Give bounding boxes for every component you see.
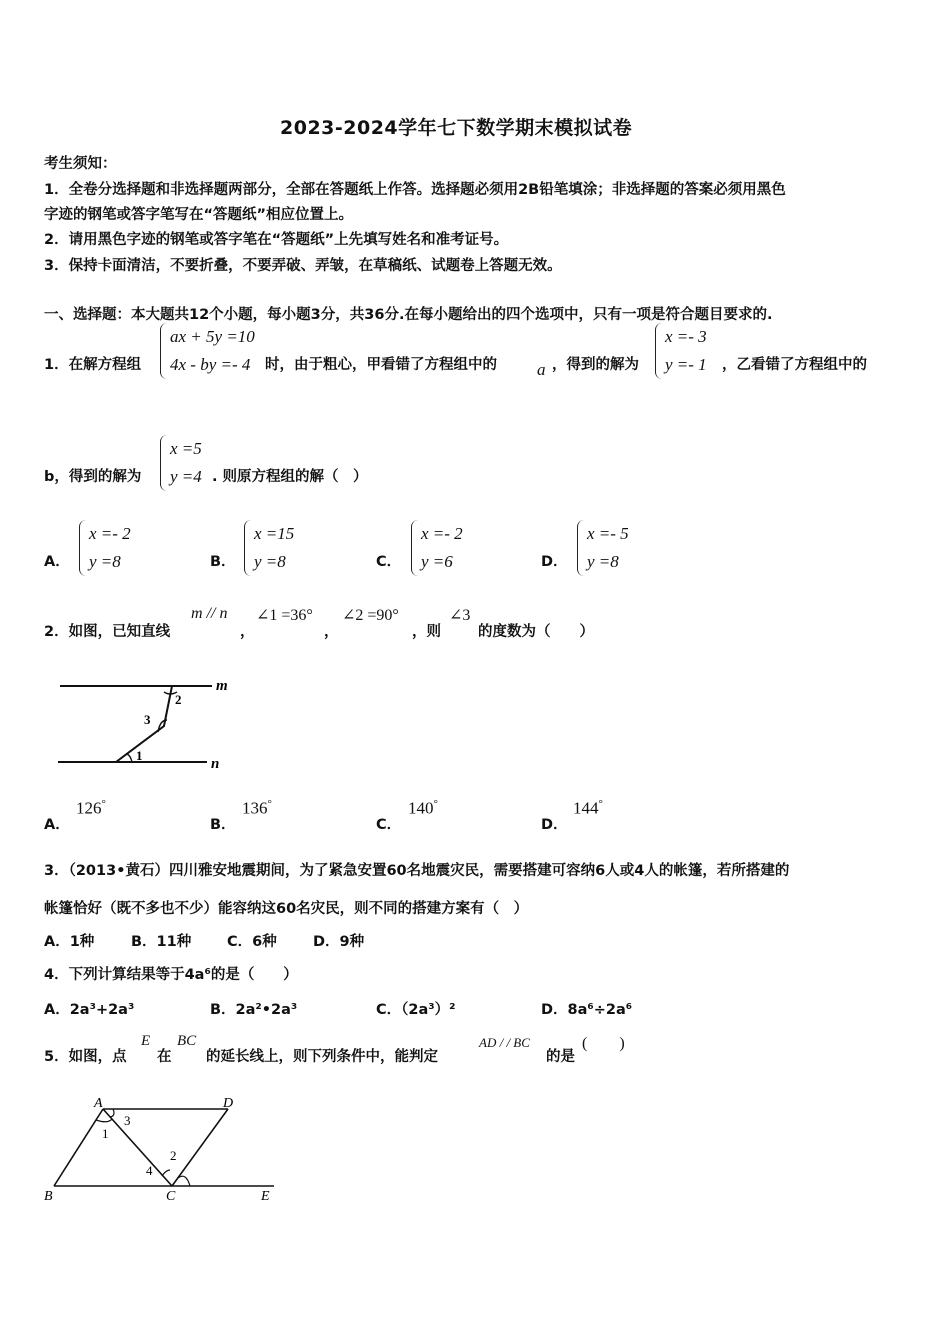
q1-option-c-row-1: x =- 2 xyxy=(421,524,463,543)
label-angle-1: 1 xyxy=(136,748,143,763)
q1-option-d-row-2: y =8 xyxy=(587,552,619,571)
q4-option-c[interactable]: C．（2a³）² xyxy=(376,1002,456,1018)
q2-option-b-value[interactable] xyxy=(242,798,272,819)
q2-option-b-number: 136 xyxy=(242,798,268,818)
q1-prefix: 1．在解方程组 xyxy=(44,357,142,373)
q3-option-d[interactable]: D．9种 xyxy=(313,934,365,950)
q2-angle-2: ∠2 =90° xyxy=(342,607,399,624)
q1-option-b[interactable] xyxy=(244,520,294,576)
q2-option-c-label[interactable]: C． xyxy=(376,817,402,833)
q1-option-a-label[interactable]: A． xyxy=(44,554,70,570)
q2-parallel-lines-figure xyxy=(50,672,250,777)
q1-option-d[interactable] xyxy=(577,520,629,576)
label-d: D xyxy=(223,1096,234,1111)
q1-solution-2 xyxy=(160,435,202,491)
label-angle-3: 3 xyxy=(144,712,151,727)
q1-solution-1-row-2: y =- 1 xyxy=(665,355,707,374)
q5-zai: 在 xyxy=(157,1049,172,1065)
angle-4-arc xyxy=(162,1170,170,1176)
q2-option-c-number: 140 xyxy=(408,798,434,818)
q1-solution-2-row-1: x =5 xyxy=(170,439,202,458)
label-b: B xyxy=(44,1189,53,1204)
segment-ab xyxy=(54,1109,103,1186)
degree-sign: ° xyxy=(101,798,106,810)
label-angle-3: 3 xyxy=(124,1113,131,1128)
q2-option-a-number: 126 xyxy=(76,798,102,818)
q2-angle-3: ∠3 xyxy=(449,607,471,624)
label-angle-1: 1 xyxy=(102,1126,109,1141)
notice-line-1b: 字迹的钢笔或答字笔写在“答题纸”相应位置上。 xyxy=(44,207,354,223)
q4-option-b[interactable]: B．2a²•2a³ xyxy=(210,1002,298,1018)
q3-option-a[interactable]: A．1种 xyxy=(44,934,95,950)
q1-equation-system xyxy=(160,323,255,379)
q2-comma-1: ， xyxy=(240,624,255,640)
q1-var-a: a xyxy=(537,360,546,379)
q2-option-d-label[interactable]: D． xyxy=(541,817,568,833)
q5-mid: 的延长线上，则下列条件中，能判定 xyxy=(206,1049,438,1065)
q2-suffix: 的度数为（ ） xyxy=(478,624,594,640)
q5-suffix: 的是 xyxy=(546,1049,575,1065)
q4-option-a[interactable]: A．2a³+2a³ xyxy=(44,1002,135,1018)
q1-option-a-row-2: y =8 xyxy=(89,552,121,571)
degree-sign: ° xyxy=(267,798,272,810)
label-c: C xyxy=(166,1189,176,1204)
label-m: m xyxy=(216,678,228,694)
q1-option-c-label[interactable]: C． xyxy=(376,554,402,570)
q1-system-row-1: ax + 5y =10 xyxy=(170,327,255,346)
q2-option-b-label[interactable]: B． xyxy=(210,817,236,833)
q2-comma-3: ，则 xyxy=(412,624,441,640)
q5-prefix: 5．如图，点 xyxy=(44,1049,127,1065)
q5-segment-bc: BC xyxy=(177,1033,197,1049)
q2-option-d-value[interactable] xyxy=(573,798,603,819)
degree-sign: ° xyxy=(598,798,603,810)
q5-answer-paren: ( ) xyxy=(582,1035,625,1052)
q2-option-a-label[interactable]: A． xyxy=(44,817,70,833)
notice-line-2: 2．请用黑色字迹的钢笔或答字笔在“答题纸”上先填写姓名和准考证号。 xyxy=(44,232,509,248)
q3-option-c[interactable]: C．6种 xyxy=(227,934,277,950)
angle-2-arc xyxy=(178,1176,190,1186)
q2-angle-1: ∠1 =36° xyxy=(256,607,313,624)
angle-3-arc xyxy=(110,1109,114,1117)
degree-sign: ° xyxy=(433,798,438,810)
q5-parallelogram-figure xyxy=(40,1090,285,1205)
q1-solution-1 xyxy=(655,323,707,379)
q3-line-1: 3．（2013•黄石）四川雅安地震期间，为了紧急安置60名地震灾民，需要搭建可容纳6人或4人的帐篷，若所搭建的 xyxy=(44,863,790,879)
q1-option-a-row-1: x =- 2 xyxy=(89,524,131,543)
q1-option-b-row-1: x =15 xyxy=(254,524,295,543)
q2-parallel-lines: m // n xyxy=(191,605,228,622)
q1-option-b-row-2: y =8 xyxy=(254,552,286,571)
q1-option-c[interactable] xyxy=(411,520,463,576)
q2-option-c-value[interactable] xyxy=(408,798,438,819)
q1-option-a[interactable] xyxy=(79,520,131,576)
notice-line-1a: 1．全卷分选择题和非选择题两部分，全部在答题纸上作答。选择题必须用2B铅笔填涂；非选择题的答案必须用黑色 xyxy=(44,182,786,198)
notice-line-3: 3．保持卡面清洁，不要折叠，不要弄破、弄皱，在草稿纸、试题卷上答题无效。 xyxy=(44,258,562,274)
q2-option-d-number: 144 xyxy=(573,798,599,818)
q1-text-mid1: 时，由于粗心，甲看错了方程组中的 xyxy=(265,357,497,373)
label-angle-4: 4 xyxy=(146,1163,153,1178)
q5-ad-parallel-bc: AD / / BC xyxy=(479,1035,530,1050)
q1-solution-1-row-1: x =- 3 xyxy=(665,327,707,346)
q1-line2-prefix: b，得到的解为 xyxy=(44,469,142,485)
q3-option-b[interactable]: B．11种 xyxy=(131,934,192,950)
q2-comma-2: ， xyxy=(324,624,339,640)
segment-cd xyxy=(172,1109,228,1186)
q1-solution-2-row-2: y =4 xyxy=(170,467,202,486)
q1-option-c-row-2: y =6 xyxy=(421,552,453,571)
label-n: n xyxy=(211,756,220,772)
label-e: E xyxy=(261,1189,270,1204)
label-a: A xyxy=(94,1096,103,1111)
q3-line-2: 帐篷恰好（既不多也不少）能容纳这60名灾民，则不同的搭建方案有（ ） xyxy=(44,901,529,917)
angle-1-arc xyxy=(126,754,132,762)
label-angle-2: 2 xyxy=(175,692,182,707)
q4-text: 4．下列计算结果等于4a⁶的是（ ） xyxy=(44,967,298,983)
q1-option-b-label[interactable]: B． xyxy=(210,554,236,570)
q2-option-a-value[interactable] xyxy=(76,798,106,819)
section-1-heading: 一、选择题：本大题共12个小题，每小题3分，共36分.在每小题给出的四个选项中，只有一项是符合题目要求的. xyxy=(44,307,773,323)
q4-option-d[interactable]: D．8a⁶÷2a⁶ xyxy=(541,1002,633,1018)
q1-text-mid2: ，得到的解为 xyxy=(552,357,639,373)
notice-heading: 考生须知： xyxy=(44,156,117,172)
q1-text-mid3: ，乙看错了方程组中的 xyxy=(722,357,867,373)
q1-line2-suffix: . 则原方程组的解（ ） xyxy=(212,469,368,485)
q2-prefix: 2．如图，已知直线 xyxy=(44,624,171,640)
segment-ac xyxy=(103,1109,172,1186)
q1-option-d-row-1: x =- 5 xyxy=(587,524,629,543)
angle-1-arc xyxy=(96,1119,112,1122)
page-title: 2023-2024学年七下数学期末模拟试卷 xyxy=(280,117,633,139)
q1-system-row-2: 4x - by =- 4 xyxy=(170,355,251,374)
label-angle-2: 2 xyxy=(170,1148,177,1163)
q1-option-d-label[interactable]: D． xyxy=(541,554,568,570)
q5-point-e: E xyxy=(141,1033,151,1049)
